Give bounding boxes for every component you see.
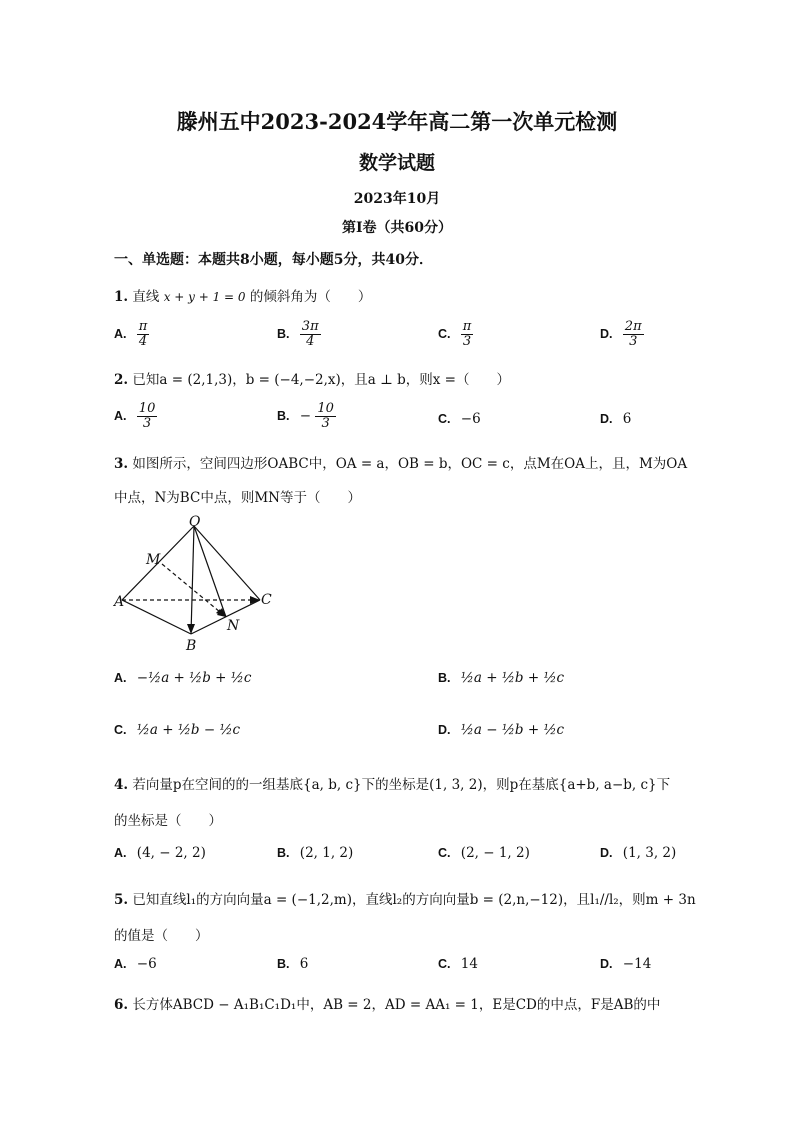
exam-title: 滕州五中2023-2024学年高二第一次单元检测 [176, 109, 618, 134]
question-text: 如图所示，空间四边形OABC中，OA = a，OB = b，OC = c，点M在OA上，且，M为OA [132, 456, 688, 472]
question-number: 1. [114, 289, 129, 305]
option-label: D. [600, 327, 613, 341]
option-label: D. [600, 846, 613, 860]
option-value: (4, − 2, 2) [136, 845, 206, 861]
option-expression: ½a − ½b + ½c [460, 722, 565, 738]
option-value: 6 [299, 956, 309, 972]
question-text: 的倾斜角为（ ） [249, 289, 372, 305]
question-text: 直线 [132, 289, 160, 305]
option-sign: − [299, 408, 312, 424]
q5-option-b[interactable] [277, 956, 308, 972]
question-6-line1 [114, 993, 660, 1013]
option-value: (2, − 1, 2) [460, 845, 530, 861]
edge-ob [191, 526, 194, 634]
tetrahedron-diagram [110, 512, 280, 657]
option-value: 14 [460, 956, 478, 972]
option-label: C. [438, 957, 451, 971]
option-label: C. [114, 723, 127, 737]
question-1 [114, 285, 371, 305]
question-number: 3. [114, 456, 129, 472]
q5-option-c[interactable] [438, 956, 478, 972]
option-label: D. [438, 723, 451, 737]
option-label: B. [277, 846, 290, 860]
option-label: A. [114, 846, 127, 860]
option-label: C. [438, 846, 451, 860]
q3-option-c[interactable] [114, 722, 240, 738]
q1-option-b[interactable] [277, 320, 321, 349]
section-heading: 一、单选题：本题共8小题，每小题5分，共40分． [114, 252, 433, 268]
q3-option-d[interactable] [438, 722, 564, 738]
edge-ab [122, 600, 191, 634]
q5-option-a[interactable] [114, 956, 157, 972]
exam-subject: 数学试题 [358, 152, 435, 174]
q2-option-b[interactable] [277, 402, 336, 431]
q3-option-a[interactable] [114, 670, 251, 686]
question-text: 长方体ABCD − A₁B₁C₁D₁中，AB = 2，AD = AA₁ = 1，E是CD的中点，F是AB的中 [132, 997, 661, 1013]
option-fraction: $\frac{\pi}{3}$ [462, 319, 472, 349]
option-label: D. [600, 412, 613, 426]
exam-volume: 第Ⅰ卷（共60分） [341, 220, 453, 236]
question-number: 5. [114, 892, 129, 908]
option-label: C. [438, 327, 451, 341]
option-fraction: $\frac{10}{3}$ [138, 401, 156, 431]
option-label: A. [114, 957, 127, 971]
q2-option-a[interactable] [114, 402, 157, 431]
q1-option-c[interactable] [438, 320, 473, 349]
q4-option-c[interactable] [438, 845, 530, 861]
edge-oc [194, 526, 260, 600]
question-text: 已知直线l₁的方向向量a = (−1,2,m)，直线l₂的方向向量b = (2,n,−12)，且l₁//l₂，则m + 3n [132, 892, 696, 908]
q2-option-d[interactable] [600, 411, 631, 427]
q3-option-b[interactable] [438, 670, 564, 686]
q1-option-d[interactable] [600, 320, 644, 349]
line-on [194, 526, 226, 617]
option-value: −14 [622, 956, 652, 972]
option-fraction: $\frac{10}{3}$ [317, 401, 334, 431]
option-expression: −½a + ½b + ½c [136, 670, 252, 686]
q4-option-a[interactable] [114, 845, 206, 861]
option-value: −6 [460, 411, 481, 427]
option-fraction: $\frac{2\pi}{3}$ [624, 319, 642, 349]
option-label: C. [438, 412, 451, 426]
option-label: A. [114, 327, 127, 341]
q4-option-b[interactable] [277, 845, 353, 861]
option-expression: ½a + ½b − ½c [136, 722, 241, 738]
option-value: (1, 3, 2) [622, 845, 677, 861]
option-label: B. [277, 327, 290, 341]
question-5-line2: 的值是（ ） [114, 928, 209, 944]
option-label: B. [277, 409, 290, 423]
q2-option-c[interactable] [438, 411, 481, 427]
question-number: 2. [114, 372, 129, 388]
q4-option-d[interactable] [600, 845, 676, 861]
label-b: B [186, 638, 197, 654]
question-number: 4. [114, 777, 129, 793]
question-4-line1 [114, 773, 670, 793]
q1-option-a[interactable] [114, 320, 149, 349]
question-3-line1 [114, 452, 687, 472]
option-fraction: $\frac{\pi}{4}$ [138, 319, 148, 349]
label-o: O [189, 514, 201, 530]
option-value: 6 [622, 411, 632, 427]
question-text: 已知a = (2,1,3)，b = (−4,−2,x)，且a ⊥ b，则x =（ ） [132, 372, 510, 388]
option-label: A. [114, 409, 127, 423]
label-a: A [114, 594, 125, 610]
option-fraction: $\frac{3\pi}{4}$ [301, 319, 319, 349]
question-3-line2: 中点，N为BC中点，则MN等于（ ） [114, 490, 361, 506]
question-4-line2: 的坐标是（ ） [114, 813, 222, 829]
option-label: A. [114, 671, 127, 685]
label-c: C [261, 592, 272, 608]
label-n: N [227, 618, 240, 634]
option-value: (2, 1, 2) [299, 845, 354, 861]
label-m: M [146, 552, 161, 568]
question-text: 若向量p在空间的的一组基底{a, b, c}下的坐标是(1, 3, 2)，则p在基底{a+b, a−b, c}下 [132, 777, 671, 793]
option-value: −6 [136, 956, 157, 972]
option-label: B. [277, 957, 290, 971]
q5-option-d[interactable] [600, 956, 651, 972]
question-number: 6. [114, 997, 129, 1013]
question-expression: x + y + 1 = 0 [163, 290, 246, 304]
question-2 [114, 368, 510, 388]
exam-date: 2023年10月 [353, 191, 441, 207]
option-expression: ½a + ½b + ½c [460, 670, 565, 686]
option-label: D. [600, 957, 613, 971]
question-5-line1 [114, 888, 696, 908]
option-label: B. [438, 671, 451, 685]
